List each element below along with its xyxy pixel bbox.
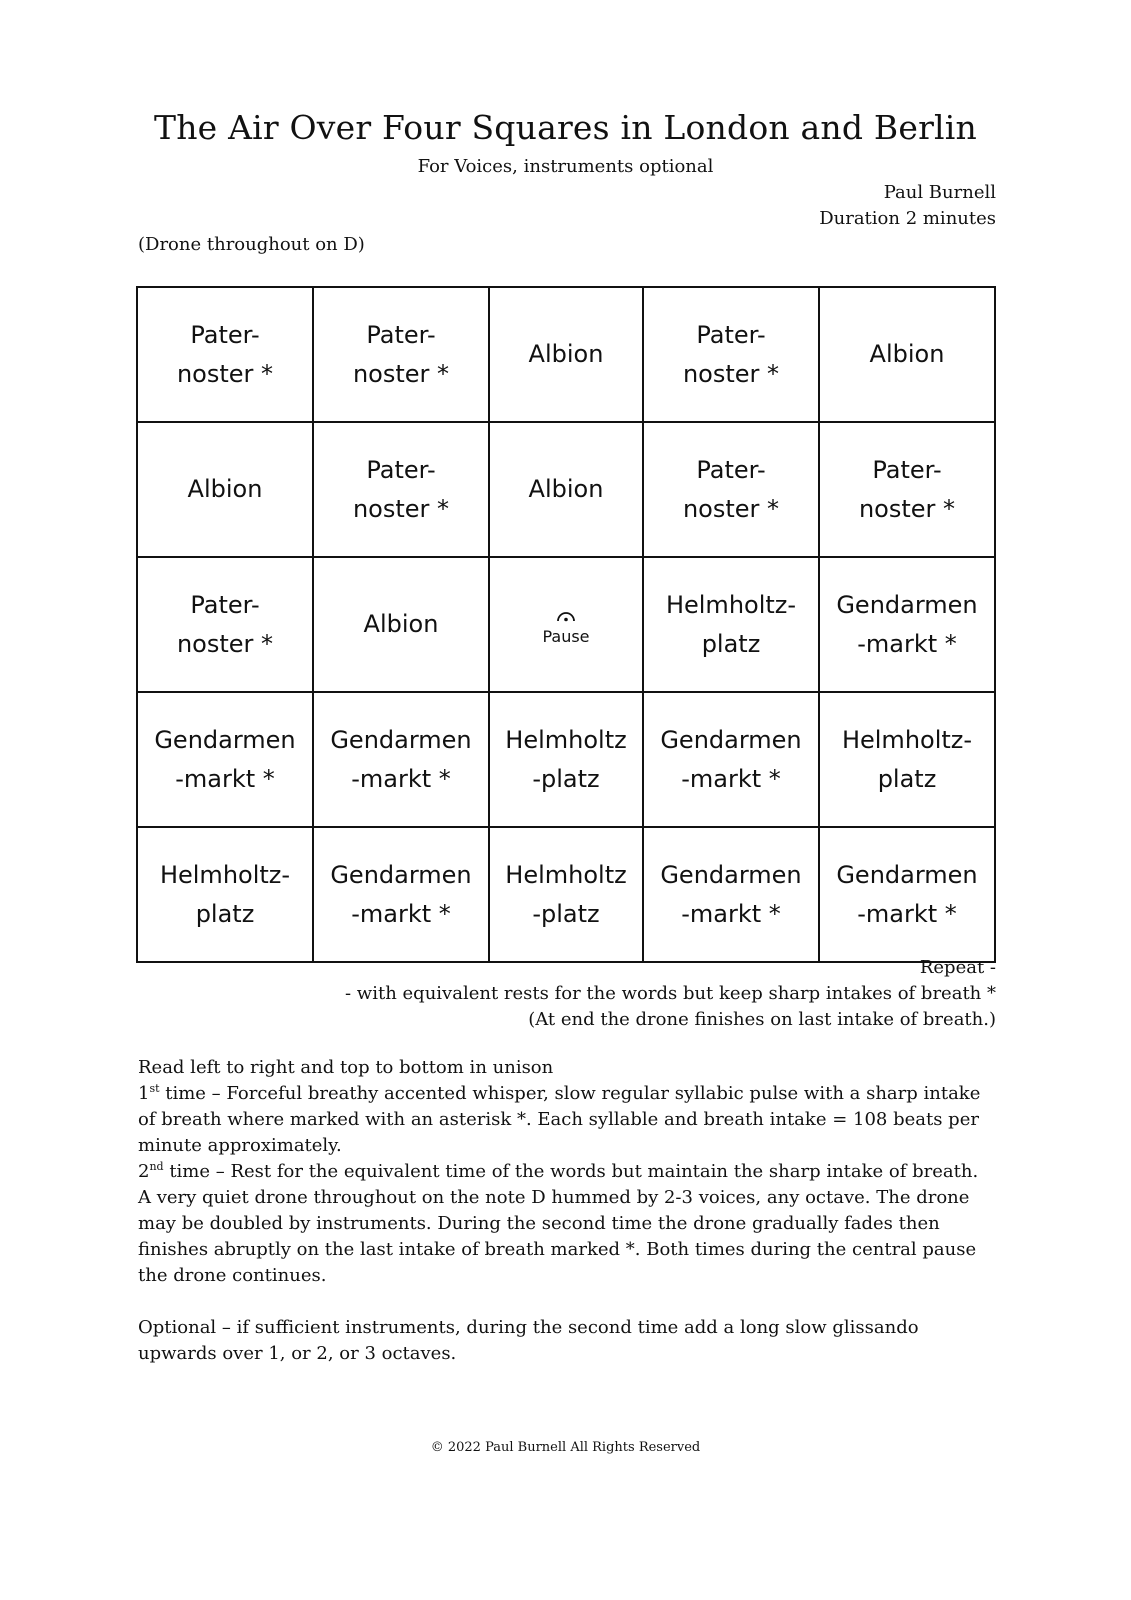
ordinal-number: 2 bbox=[138, 1161, 150, 1182]
grid-cell bbox=[137, 287, 313, 422]
cell-text: Albion bbox=[528, 475, 604, 503]
page-title: The Air Over Four Squares in London and Berlin bbox=[153, 108, 978, 147]
spacer bbox=[138, 1289, 998, 1315]
cell-text: Pater- noster * bbox=[858, 455, 956, 523]
cell-text: Albion bbox=[187, 475, 263, 503]
subtitle: For Voices, instruments optional bbox=[417, 156, 714, 177]
grid-cell bbox=[643, 422, 819, 557]
cell-text: Gendarmen -markt * bbox=[660, 860, 802, 928]
ordinal-number: 1 bbox=[138, 1083, 150, 1104]
pause-cell bbox=[489, 557, 643, 692]
grid-cell bbox=[137, 422, 313, 557]
cell-text: Gendarmen -markt * bbox=[154, 725, 296, 793]
grid-row bbox=[137, 557, 995, 692]
grid-cell bbox=[819, 827, 995, 962]
instruction-text: time – Rest for the equivalent time of the words but maintain the sharp intake of breath. bbox=[163, 1161, 979, 1182]
drone-instruction: A very quiet drone throughout on the note D hummed by 2-3 voices, any octave. The drone may be doubled by instruments. During the second time the drone gradually fades then finishes abruptly on the last intake of breath marked *. Both times during the central pause the drone continues. bbox=[138, 1187, 977, 1286]
grid-cell bbox=[313, 557, 489, 692]
cell-text: Pater- noster * bbox=[352, 320, 450, 388]
grid-cell bbox=[313, 692, 489, 827]
cell-text: Albion bbox=[869, 340, 945, 368]
grid-cell bbox=[819, 692, 995, 827]
grid-cell bbox=[137, 557, 313, 692]
performance-instructions bbox=[138, 1055, 998, 1367]
grid-cell bbox=[137, 692, 313, 827]
cell-text: Helmholtz- platz bbox=[159, 860, 291, 928]
duration: Duration 2 minutes bbox=[819, 208, 996, 229]
cell-text: Helmholtz- platz bbox=[665, 590, 797, 658]
cell-text: Pater- noster * bbox=[352, 455, 450, 523]
grid-cell bbox=[489, 287, 643, 422]
pause-label: Pause bbox=[542, 626, 590, 646]
grid-cell bbox=[489, 827, 643, 962]
grid-cell bbox=[643, 692, 819, 827]
cell-text: Gendarmen -markt * bbox=[330, 725, 472, 793]
grid-cell bbox=[489, 422, 643, 557]
grid-cell bbox=[313, 422, 489, 557]
cell-text: Pater- noster * bbox=[176, 320, 274, 388]
second-time-instruction bbox=[138, 1159, 998, 1185]
grid-row bbox=[137, 692, 995, 827]
optional-instruction: Optional – if sufficient instruments, during the second time add a long slow glissando upwards over 1, or 2, or 3 octaves. bbox=[138, 1317, 919, 1364]
grid-cell bbox=[489, 692, 643, 827]
read-order: Read left to right and top to bottom in unison bbox=[138, 1057, 554, 1078]
cell-text: Helmholtz -platz bbox=[505, 725, 627, 793]
repeat-line: - with equivalent rests for the words but keep sharp intakes of breath * bbox=[345, 983, 996, 1004]
grid-cell bbox=[313, 827, 489, 962]
grid-cell bbox=[819, 557, 995, 692]
grid-cell bbox=[313, 287, 489, 422]
ordinal-suffix: nd bbox=[149, 1160, 164, 1173]
grid-cell bbox=[137, 827, 313, 962]
cell-text: Gendarmen -markt * bbox=[836, 590, 978, 658]
cell-text: Albion bbox=[363, 610, 439, 638]
fermata-icon bbox=[555, 609, 577, 623]
cell-text: Pater- noster * bbox=[682, 455, 780, 523]
cell-text: Albion bbox=[528, 340, 604, 368]
grid-row bbox=[137, 827, 995, 962]
cell-text: Helmholtz- platz bbox=[841, 725, 973, 793]
repeat-notes bbox=[345, 955, 996, 1033]
cell-text: Helmholtz -platz bbox=[505, 860, 627, 928]
grid-cell bbox=[819, 287, 995, 422]
instruction-text: time – Forceful breathy accented whisper, slow regular syllabic pulse with a sharp intake of breath where marked with an asterisk *. Each syllable and breath intake = 108 beats per minute approximately. bbox=[138, 1083, 981, 1156]
grid-cell bbox=[643, 287, 819, 422]
score-grid bbox=[136, 286, 996, 963]
drone-note: (Drone throughout on D) bbox=[138, 234, 365, 255]
repeat-line: (At end the drone finishes on last intake of breath.) bbox=[528, 1009, 996, 1030]
grid-cell bbox=[819, 422, 995, 557]
cell-text: Pater- noster * bbox=[682, 320, 780, 388]
grid-row bbox=[137, 422, 995, 557]
cell-text: Gendarmen -markt * bbox=[330, 860, 472, 928]
cell-text: Gendarmen -markt * bbox=[660, 725, 802, 793]
grid-cell bbox=[643, 827, 819, 962]
cell-text: Gendarmen -markt * bbox=[836, 860, 978, 928]
author: Paul Burnell bbox=[883, 182, 996, 203]
grid-cell bbox=[643, 557, 819, 692]
grid-row bbox=[137, 287, 995, 422]
copyright: © 2022 Paul Burnell All Rights Reserved bbox=[430, 1440, 701, 1455]
first-time-instruction bbox=[138, 1081, 998, 1159]
ordinal-suffix: st bbox=[149, 1082, 160, 1095]
cell-text: Pater- noster * bbox=[176, 590, 274, 658]
repeat-line: Repeat - bbox=[919, 957, 996, 978]
